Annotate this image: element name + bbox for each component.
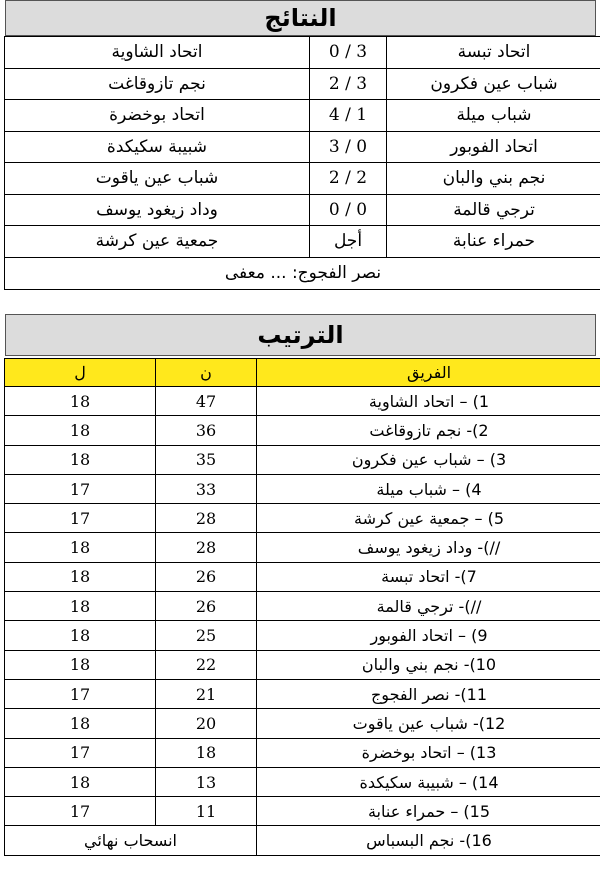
result-score: 3 / 0 [310,37,387,69]
standings-team: 4) – شباب ميلة [257,474,600,503]
results-table [4,36,600,290]
standings-team: 1) – اتحاد الشاوية [257,387,600,416]
standings-points: 20 [156,709,257,738]
standings-points: 13 [156,767,257,796]
result-row [5,194,600,226]
standings-points: 33 [156,474,257,503]
standings-points: 25 [156,621,257,650]
standings-team: 10)- نجم بني والبان [257,650,600,679]
standings-team: 11)- نصر الفجوج [257,679,600,708]
result-row [5,37,600,69]
standings-row [5,474,600,503]
result-away-team: وداد زيغود يوسف [5,194,310,226]
standings-points: 18 [156,738,257,767]
standings-row [5,797,600,826]
standings-team: 15) – حمراء عنابة [257,797,600,826]
standings-played: 18 [5,387,156,416]
result-away-team: اتحاد الشاوية [5,37,310,69]
result-away-team: شبيبة سكيكدة [5,131,310,163]
standings-played: 18 [5,562,156,591]
result-row [5,131,600,163]
standings-team: 9) – اتحاد الفوبور [257,621,600,650]
standings-played: 18 [5,416,156,445]
result-row [5,68,600,100]
standings-team: 16)- نجم البسباس [257,826,600,855]
standings-title: الترتيب [5,314,596,356]
result-score: 0 / 3 [310,131,387,163]
standings-points: 36 [156,416,257,445]
standings-row [5,592,600,621]
standings-points: 47 [156,387,257,416]
result-home-team: نجم بني والبان [387,163,600,195]
standings-row [5,504,600,533]
standings-points: 21 [156,679,257,708]
result-home-team: حمراء عنابة [387,226,600,258]
result-score: 0 / 0 [310,194,387,226]
standings-played: 18 [5,445,156,474]
result-row [5,163,600,195]
standings-points: 22 [156,650,257,679]
standings-row [5,738,600,767]
standings-status: انسحاب نهائي [5,826,257,855]
results-note: نصر الفجوج: ... معفى [5,257,600,289]
standings-row [5,767,600,796]
standings-played: 17 [5,797,156,826]
standings-points: 35 [156,445,257,474]
standings-row [5,445,600,474]
result-away-team: شباب عين ياقوت [5,163,310,195]
standings-played: 17 [5,504,156,533]
standings-team: //)- وداد زيغود يوسف [257,533,600,562]
standings-played: 17 [5,679,156,708]
result-score: 1 / 4 [310,100,387,132]
standings-points: 28 [156,533,257,562]
standings-points: 11 [156,797,257,826]
result-score: أجل [310,226,387,258]
standings-last-row [5,826,600,855]
result-home-team: ترجي قالمة [387,194,600,226]
standings-played: 18 [5,767,156,796]
standings-played: 17 [5,474,156,503]
result-row [5,226,600,258]
standings-table [4,358,600,856]
result-away-team: نجم تازوقاغت [5,68,310,100]
standings-points: 26 [156,592,257,621]
standings-team: 3) – شباب عين فكرون [257,445,600,474]
result-home-team: شباب ميلة [387,100,600,132]
header-team: الفريق [257,359,600,387]
result-home-team: اتحاد الفوبور [387,131,600,163]
result-score: 2 / 2 [310,163,387,195]
standings-played: 18 [5,533,156,562]
standings-played: 18 [5,650,156,679]
result-away-team: اتحاد بوخضرة [5,100,310,132]
standings-played: 18 [5,592,156,621]
header-played: ل [5,359,156,387]
standings-row [5,533,600,562]
standings-row [5,709,600,738]
standings-row [5,621,600,650]
standings-row [5,562,600,591]
standings-team: 12)- شباب عين ياقوت [257,709,600,738]
standings-points: 26 [156,562,257,591]
standings-team: 2)- نجم تازوقاغت [257,416,600,445]
standings-played: 18 [5,621,156,650]
standings-team: 13) – اتحاد بوخضرة [257,738,600,767]
result-row [5,100,600,132]
standings-header-row [5,359,600,387]
standings-row [5,387,600,416]
standings-row [5,679,600,708]
result-score: 3 / 2 [310,68,387,100]
standings-team: 5) – جمعية عين كرشة [257,504,600,533]
result-home-team: شباب عين فكرون [387,68,600,100]
header-points: ن [156,359,257,387]
standings-team: 7)- اتحاد تبسة [257,562,600,591]
standings-played: 17 [5,738,156,767]
standings-team: 14) – شبيبة سكيكدة [257,767,600,796]
standings-played: 18 [5,709,156,738]
result-home-team: اتحاد تبسة [387,37,600,69]
standings-points: 28 [156,504,257,533]
standings-team: //)- ترجي قالمة [257,592,600,621]
result-away-team: جمعية عين كرشة [5,226,310,258]
results-note-row [5,257,600,289]
standings-row [5,416,600,445]
results-title: النتائج [5,0,596,36]
standings-row [5,650,600,679]
